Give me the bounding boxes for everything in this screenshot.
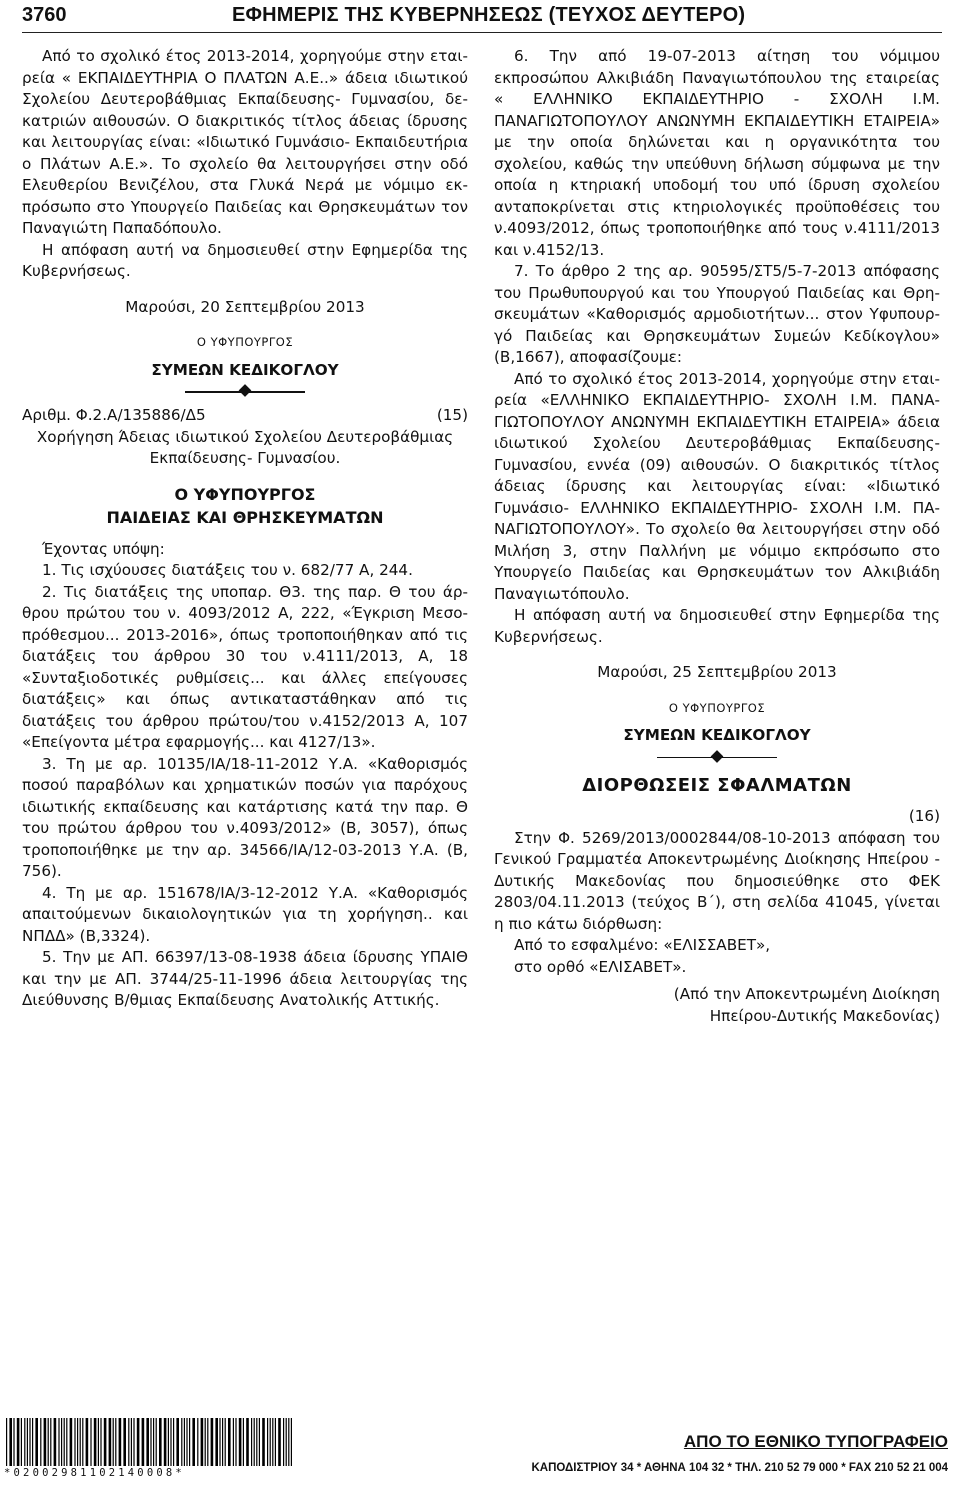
barcode-bar <box>283 1418 284 1466</box>
barcode-bar <box>164 1418 167 1466</box>
barcode-bar <box>115 1418 116 1466</box>
barcode-bar <box>82 1418 83 1466</box>
barcode-bar <box>24 1418 25 1466</box>
barcode-bar <box>27 1418 28 1466</box>
barcode-bar <box>13 1418 14 1466</box>
legal-basis-item: 6. Την από 19-07-2013 αίτηση του νόμιμου εκπροσώπου Αλκιβιάδη Παναγιωτόπουλου της εταιρείας « ΕΛΛΗΝΙΚΟ ΕΚΠΑΙΔΕΥΤΗΡΙΟ - ΣΧΟΛΗ Ι.Μ. ΠΑΝΑΓΙΩΤΟΠΟΥΛΟΥ ΑΝΩΝΥΜΗ ΕΚΠΑΙΔΕΥΤΙΚΗ ΕΤΑΙΡΕΙΑ» με την οποία δηλώνεται και η οργανικότητα του σχολείου, καθώς την υπεύθυνη δήλωση σύμφωνα με την οποία η κτηριακή υποδομή του υπό ίδρυση σχολείου ανταποκρίνεται στις κτηριολογικές προϋποθέσεις του ν.4093/2012, όπως τροποποιήθηκε από τους ν.4111/2013 και ν.4152/13. <box>494 47 940 259</box>
barcode-bar <box>35 1418 38 1466</box>
gazette-title: ΕΦΗΜΕΡΙΣ ΤΗΣ ΚΥΒΕΡΝΗΣΕΩΣ (ΤΕΥΧΟΣ ΔΕΥΤΕΡΟ) <box>232 4 746 26</box>
barcode-bar <box>278 1418 281 1466</box>
barcode-bar <box>189 1418 190 1466</box>
barcode-bar <box>254 1418 255 1466</box>
barcode-bar <box>80 1418 81 1466</box>
printer-name: ΑΠΟ ΤΟ ΕΘΝΙΚΟ ΤΥΠΟΓΡΑΦΕΙΟ <box>683 1432 948 1451</box>
barcode-bar <box>235 1418 236 1466</box>
barcode-bar <box>21 1418 22 1466</box>
barcode-bar <box>233 1418 234 1466</box>
barcode-bar <box>100 1418 101 1466</box>
correction-source-region: Ηπείρου-Δυτικής Μακεδονίας) <box>709 1006 940 1025</box>
signatory-role: Ο ΥΦΥΠΟΥΡΓΟΣ <box>668 700 766 715</box>
reference-number: Αριθμ. Φ.2.Α/135886/Δ5 <box>22 406 206 424</box>
barcode-bar <box>40 1418 41 1466</box>
barcode-bar <box>66 1418 67 1466</box>
barcode-bar <box>219 1418 220 1466</box>
correction-source: (Από την Αποκεντρωμένη Διοίκηση <box>673 985 940 1003</box>
barcode-bar <box>94 1418 97 1466</box>
legal-basis-item: 7. Το άρθρο 2 της αρ. 90595/ΣΤ5/5-7-2013 απόφασης του Πρωθυπουργού και του Υπουργού Παιδείας και Θρησκευμάτων «Καθορισμός αρμοδιοτήτων... στον Υφυπουργό Παιδείας και Θρησκευμάτων Συμεών Κεδίκογλου» (Β,1667), αποφασίζουμε: <box>494 262 940 366</box>
place-date: Μαρούσι, 25 Σεπτεμβρίου 2013 <box>597 663 837 681</box>
barcode-bar <box>256 1418 257 1466</box>
barcode-bar <box>291 1418 292 1466</box>
legal-basis-item: 4. Τη με αρ. 151678/ΙΑ/3-12-2012 Υ.Α. «Καθορισμός απαιτούμενων δικαιολογητικών για τη χορήγηση.. και ΝΠΔΔ» (Β,3324). <box>22 883 468 945</box>
barcode-bar <box>275 1418 276 1466</box>
barcode-bar <box>197 1418 198 1466</box>
barcode-bar <box>123 1418 126 1466</box>
barcode-bar <box>153 1418 154 1466</box>
barcode-bar <box>181 1418 182 1466</box>
barcode-bar <box>58 1418 59 1466</box>
barcode-bar <box>113 1418 114 1466</box>
legal-basis-item: 3. Τη με αρ. 10135/ΙΑ/18-11-2012 Υ.Α. «Καθορισμός ποσού παραβόλων και χρηματικών ποσών για παρόχους ιδιωτικής εκπαίδευσης και κατάρτισης κατά την παρ. Θ του πρώτου άρθρου του ν.4093/2012» (Β, 3057), όπως τροποποιήθηκε με την αρ. 34566/ΙΑ/12-03-2013 Υ.Α. (Β, 756). <box>22 754 468 880</box>
barcode-bar <box>170 1418 171 1466</box>
decision-paragraph: Από το σχολικό έτος 2013-2014, χορηγούμε στην εταιρεία «ΕΛΛΗΝΙΚΟ ΕΚΠΑΙΔΕΥΤΗΡΙΟ- ΣΧΟΛΗ Ι.Μ. ΠΑΝΑΓΙΩΤΟΠΟΥΛΟΥ ΑΝΩΝΥΜΗ ΕΚΠΑΙΔΕΥΤΙΚΗ ΕΤΑΙΡΕΙΑ» άδεια ιδιωτικού Σχολείου Δευτεροβάθμιας Εκπαίδευσης- Γυμνασίου, εννέα (09) αιθουσών. Ο διακριτικός τίτλος άδειας ίδρυσης και λειτουργίας είναι: «Ιδιωτικό Γυμνάσιο- ΕΛΛΗΝΙΚΟ ΕΚΠΑΙΔΕΥΤΗΡΙΟ- ΣΧΟΛΗ Ι.Μ. ΠΑΝΑΓΙΩΤΟΠΟΥΛΟΥ». Το σχολείο θα λειτουργήσει στην οδό Μιλήση 3, στην Παλλήνη με νόμιμο εκπρόσωπο στο Υπουργείο Παιδείας και Θρησκευμάτων τον Αλκιβιάδη Παναγιωτόπουλο. <box>494 369 940 603</box>
publication-order: Η απόφαση αυτή να δημοσιευθεί στην Εφημερίδα της Κυβερνήσεως. <box>22 240 468 280</box>
barcode-bar <box>44 1418 47 1466</box>
corrections-heading: ΔΙΟΡΘΩΣΕΙΣ ΣΦΑΛΜΑΤΩΝ <box>582 774 852 796</box>
barcode-bar <box>201 1418 204 1466</box>
barcode-bar <box>243 1418 244 1466</box>
barcode-bar <box>159 1418 162 1466</box>
barcode-bar <box>74 1418 75 1466</box>
barcode-bar <box>176 1418 179 1466</box>
place-date: Μαρούσι, 20 Σεπτεμβρίου 2013 <box>125 297 365 316</box>
barcode-bar <box>205 1418 206 1466</box>
barcode-bar <box>186 1418 187 1466</box>
barcode-bar <box>50 1418 51 1466</box>
barcode-bar <box>225 1418 226 1466</box>
correction-paragraph: Στην Φ. 5269/2013/0002844/08-10-2013 απόφαση του Γενικού Γραμματέα Αποκεντρωμένης Διοίκησης Ηπείρου - Δυτικής Μακεδονίας που δημοσιεύθηκε στο ΦΕΚ 2803/04.11.2013 (τεύχος Β΄), στη σελίδα 41045, γίνεται η πιο κάτω διόρθωση: <box>494 828 940 933</box>
barcode-bar <box>98 1418 99 1466</box>
barcode-bar <box>173 1418 174 1466</box>
barcode-bar <box>70 1418 73 1466</box>
barcode-bar <box>109 1418 112 1466</box>
legal-basis-item: 2. Τις διατάξεις της υποπαρ. Θ3. της παρ. Θ του άρθρου πρώτου του ν. 4093/2012 Α, 222, «Έγκριση Μεσοπρόθεσμου... 2013-2016», όπως τροποποιήθηκαν από τις διατάξεις του άρθρου 30 του ν.4111/2013, Α, 18 «Συνταξιοδοτικές ρυθμίσεις... και άλλες επείγουσες διατάξεις» και όπως αντικαταστάθηκαν από τις διατάξεις του άρθρου πρώτου/του ν.4152/2013 Α, 107 «Επείγοντα μέτρα εφαρμογής... και 4127/13». <box>22 582 468 751</box>
barcode-bar <box>270 1418 271 1466</box>
barcode-bar <box>222 1418 223 1466</box>
barcode-bar <box>150 1418 151 1466</box>
decision-index: (15) <box>436 406 468 424</box>
decision-paragraph: Από το σχολικό έτος 2013-2014, χορηγούμε στην εταιρεία « ΕΚΠΑΙΔΕΥΤΗΡΙΑ Ο ΠΛΑΤΩΝ Α.Ε..» άδεια ιδιωτικού Σχολείου Δευτεροβάθμιας Εκπαίδευσης- Γυμνασίου, δεκατριών αιθουσών. Ο διακριτικός τίτλος άδειας ίδρυσης και λειτουργίας είναι: «Ιδιωτικό Γυμνάσιο- Εκπαιδευτήρια ο Πλάτων Α.Ε.». Το σχολείο θα λειτουργήσει στην οδό Ελευθερίου Βενιζέλου, στα Γλυκά Νερά με νόμιμο εκπρόσωπο στο Υπουργείο Παιδείας και Θρησκευμάτων τον Παναγιώτη Παπαδόπουλο. <box>22 47 468 237</box>
barcode-bar <box>137 1418 140 1466</box>
barcode-bar <box>262 1418 265 1466</box>
barcode-bar <box>119 1418 122 1466</box>
barcode-bar <box>211 1418 214 1466</box>
barcode-bar <box>168 1418 169 1466</box>
barcode-bar <box>259 1418 260 1466</box>
barcode-bar <box>228 1418 231 1466</box>
barcode-bar <box>61 1418 62 1466</box>
barcode-bar <box>184 1418 185 1466</box>
correction-wrong: Από το εσφαλμένο: «ΕΛΙΣΣΑΒΕΤ», <box>514 936 771 954</box>
page-header <box>22 2 942 33</box>
barcode-bar <box>272 1418 273 1466</box>
barcode-bar <box>77 1418 78 1466</box>
correction-index: (16) <box>908 807 940 825</box>
barcode-bar <box>64 1418 65 1466</box>
barcode-bar <box>104 1418 107 1466</box>
barcode-bar <box>29 1418 30 1466</box>
barcode-bar <box>251 1418 252 1466</box>
barcode-bar <box>288 1418 289 1466</box>
legal-basis-item: 5. Την με ΑΠ. 66397/13-08-1938 άδεια ίδρυσης ΥΠΑΙΘ και την με ΑΠ. 3744/25-11-1996 άδεια λειτουργίας της Διεύθυνσης Β/θμιας Εκπαίδευσης Ανατολικής Αττικής. <box>22 948 468 1009</box>
decision-subject: Χορήγηση Άδειας ιδιωτικού Σχολείου Δευτεροβάθμιας Εκπαίδευσης- Γυμνασίου. <box>36 427 454 467</box>
barcode-bar <box>133 1418 134 1466</box>
left-column <box>22 46 468 1012</box>
barcode-bar <box>48 1418 49 1466</box>
barcode-bar <box>156 1418 157 1466</box>
barcode-bar <box>9 1418 12 1466</box>
decision-reference <box>22 405 468 427</box>
correction-right: στο ορθό «ΕΛΙΣΑΒΕΤ». <box>514 957 687 976</box>
barcode-bar <box>246 1418 249 1466</box>
barcode-bar <box>207 1418 208 1466</box>
barcode-number: *02002981102140008* <box>4 1467 185 1479</box>
publication-order: Η απόφαση αυτή να δημοσιευθεί στην Εφημερίδα της Κυβερνήσεως. <box>494 606 940 646</box>
authority-title: Ο ΥΦΥΠΟΥΡΓΟΣ <box>174 484 316 504</box>
barcode-bar <box>267 1418 268 1466</box>
barcode-bar <box>286 1418 287 1466</box>
barcode-bar <box>6 1418 7 1466</box>
barcode-bar <box>128 1418 129 1466</box>
printer-address: ΚΑΠΟΔΙΣΤΡΙΟΥ 34 * ΑΘΗΝΑ 104 32 * ΤΗΛ. 210 52 79 000 * FAX 210 52 21 004 <box>531 1462 948 1474</box>
barcode-bar <box>215 1418 218 1466</box>
signatory-name: ΣΥΜΕΩΝ ΚΕΔΙΚΟΓΛΟΥ <box>151 360 339 379</box>
barcode-bar <box>239 1418 242 1466</box>
signatory-role: Ο ΥΦΥΠΟΥΡΓΟΣ <box>196 335 294 349</box>
authority-ministry: ΠΑΙΔΕΙΑΣ ΚΑΙ ΘΡΗΣΚΕΥΜΑΤΩΝ <box>106 508 384 527</box>
barcode-bar <box>32 1418 33 1466</box>
legal-basis-item: 1. Τις ισχύουσες διατάξεις του ν. 682/77 Α, 244. <box>42 561 413 579</box>
section-separator <box>185 385 305 399</box>
barcode-bar <box>90 1418 91 1466</box>
barcode-bar <box>17 1418 20 1466</box>
barcode-bar <box>142 1418 145 1466</box>
barcode-bar <box>54 1418 57 1466</box>
section-separator <box>657 751 777 765</box>
barcode-bar <box>146 1418 149 1466</box>
barcode <box>4 1418 296 1470</box>
signatory-name: ΣΥΜΕΩΝ ΚΕΔΙΚΟΓΛΟΥ <box>623 726 811 744</box>
page-number: 3760 <box>22 4 67 26</box>
barcode-bar <box>86 1418 89 1466</box>
right-column <box>494 46 940 1027</box>
considering-heading: Έχοντας υπόψη: <box>42 539 165 558</box>
barcode-bar <box>192 1418 195 1466</box>
barcode-bar <box>131 1418 132 1466</box>
